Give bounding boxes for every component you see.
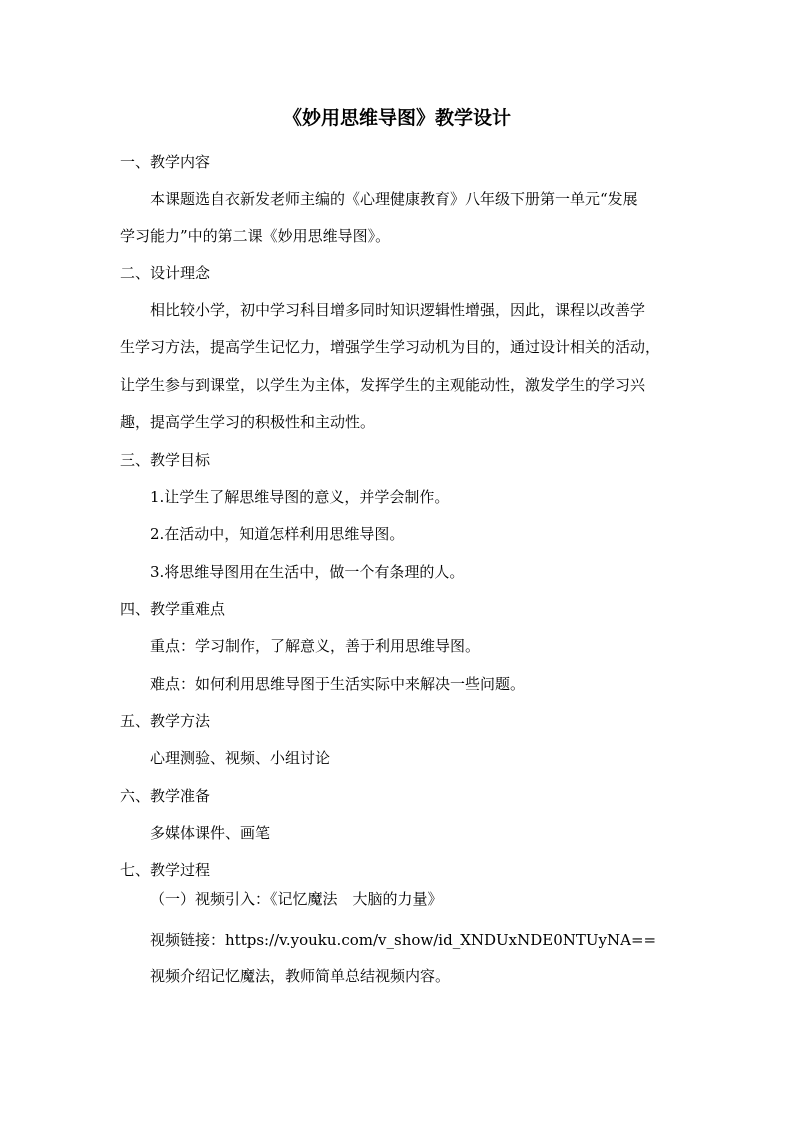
key-point: 重点：学习制作，了解意义，善于利用思维导图。 [150, 637, 481, 655]
process-subheading: （一）视频引入：《记忆魔法 大脑的力量》 [150, 890, 443, 908]
preparation-text: 多媒体课件、画笔 [150, 824, 271, 842]
concept-paragraph-line: 让学生参与到课堂，以学生为主体，发挥学生的主观能动性，激发学生的学习兴 [120, 376, 646, 394]
video-summary: 视频介绍记忆魔法，教师简单总结视频内容。 [150, 967, 451, 985]
section-heading-methods: 五、教学方法 [120, 712, 211, 730]
section-heading-key-points: 四、教学重难点 [120, 600, 226, 618]
objective-item: 1.让学生了解思维导图的意义，并学会制作。 [150, 488, 450, 506]
concept-paragraph-line: 趣，提高学生学习的积极性和主动性。 [120, 413, 376, 431]
document-title: 《妙用思维导图》教学设计 [282, 107, 511, 129]
section-heading-preparation: 六、教学准备 [120, 787, 211, 805]
section-heading-content: 一、教学内容 [120, 153, 211, 171]
concept-paragraph-line: 生学习方法，提高学生记忆力，增强学生学习动机为目的，通过设计相关的活动， [120, 338, 661, 356]
video-link[interactable]: 视频链接：https://v.youku.com/v_show/id_XNDUxNDE0NTUyNA== [150, 931, 657, 949]
methods-text: 心理测验、视频、小组讨论 [150, 749, 331, 767]
section-heading-objectives: 三、教学目标 [120, 451, 211, 469]
section-heading-concept: 二、设计理念 [120, 264, 211, 282]
concept-paragraph-line: 相比较小学，初中学习科目增多同时知识逻辑性增强，因此，课程以改善学 [150, 301, 646, 319]
difficult-point: 难点：如何利用思维导图于生活实际中来解决一些问题。 [150, 675, 526, 693]
content-paragraph-line: 学习能力”中的第二课《妙用思维导图》。 [120, 227, 391, 245]
objective-item: 2.在活动中，知道怎样利用思维导图。 [150, 525, 405, 543]
content-paragraph-line: 本课题选自衣新发老师主编的《心理健康教育》八年级下册第一单元“发展 [150, 190, 638, 208]
section-heading-process: 七、教学过程 [120, 861, 211, 879]
objective-item: 3.将思维导图用在生活中，做一个有条理的人。 [150, 563, 465, 581]
